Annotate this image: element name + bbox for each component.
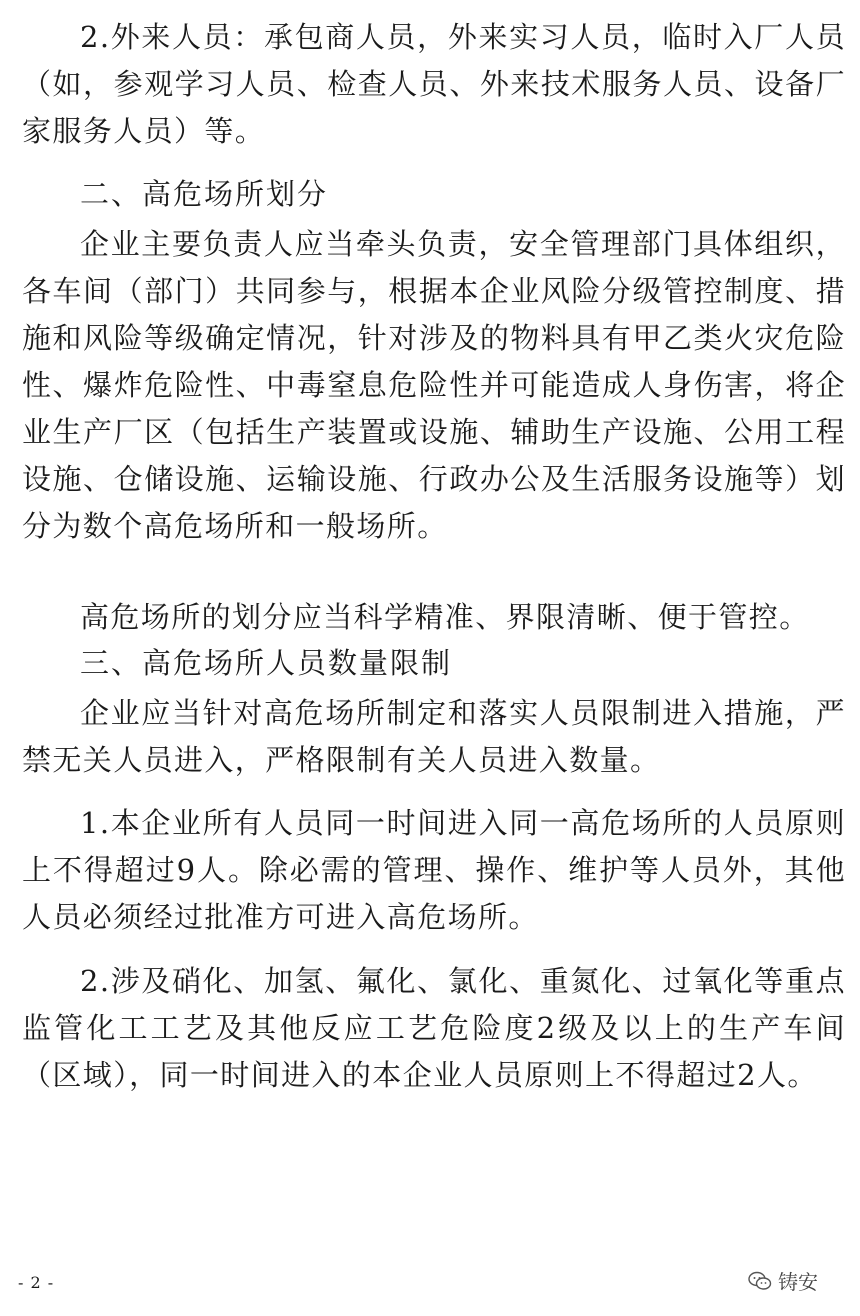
watermark-text: 铸安 <box>778 1270 818 1294</box>
page-number: - 2 - <box>18 1273 55 1292</box>
paragraph-division-principle: 高危场所的划分应当科学精准、界限清晰、便于管控。 <box>80 600 810 634</box>
section-heading-2: 二、高危场所划分 <box>80 177 329 211</box>
paragraph-rule-2: 2.涉及硝化、加氢、氟化、氯化、重氮化、过氧化等重点监管化工工艺及其他反应工艺危险度2级及以上的生产车间（区域），同一时间进入的本企业人员原则上不得超过2人。 <box>22 964 846 1092</box>
section-heading-3: 三、高危场所人员数量限制 <box>80 646 453 680</box>
paragraph-zone-division: 企业主要负责人应当牵头负责，安全管理部门具体组织，各车间（部门）共同参与，根据本企业风险分级管控制度、措施和风险等级确定情况，针对涉及的物料具有甲乙类火灾危险性、爆炸危险性、中毒窒息危险性并可能造成人身伤害，将企业生产厂区（包括生产装置或设施、辅助生产设施、公用工程设施、仓储设施、运输设施、行政办公及生活服务设施等）划分为数个高危场所和一般场所。 <box>22 227 846 543</box>
watermark <box>748 1266 818 1295</box>
paragraph-outside-personnel: 2.外来人员：承包商人员，外来实习人员，临时入厂人员（如，参观学习人员、检查人员、外来技术服务人员、设备厂家服务人员）等。 <box>22 20 846 148</box>
wechat-icon <box>748 1269 772 1293</box>
paragraph-restriction-measures: 企业应当针对高危场所制定和落实人员限制进入措施，严禁无关人员进入，严格限制有关人员进入数量。 <box>22 696 846 777</box>
paragraph-rule-1: 1.本企业所有人员同一时间进入同一高危场所的人员原则上不得超过9人。除必需的管理、操作、维护等人员外，其他人员必须经过批准方可进入高危场所。 <box>22 806 846 934</box>
